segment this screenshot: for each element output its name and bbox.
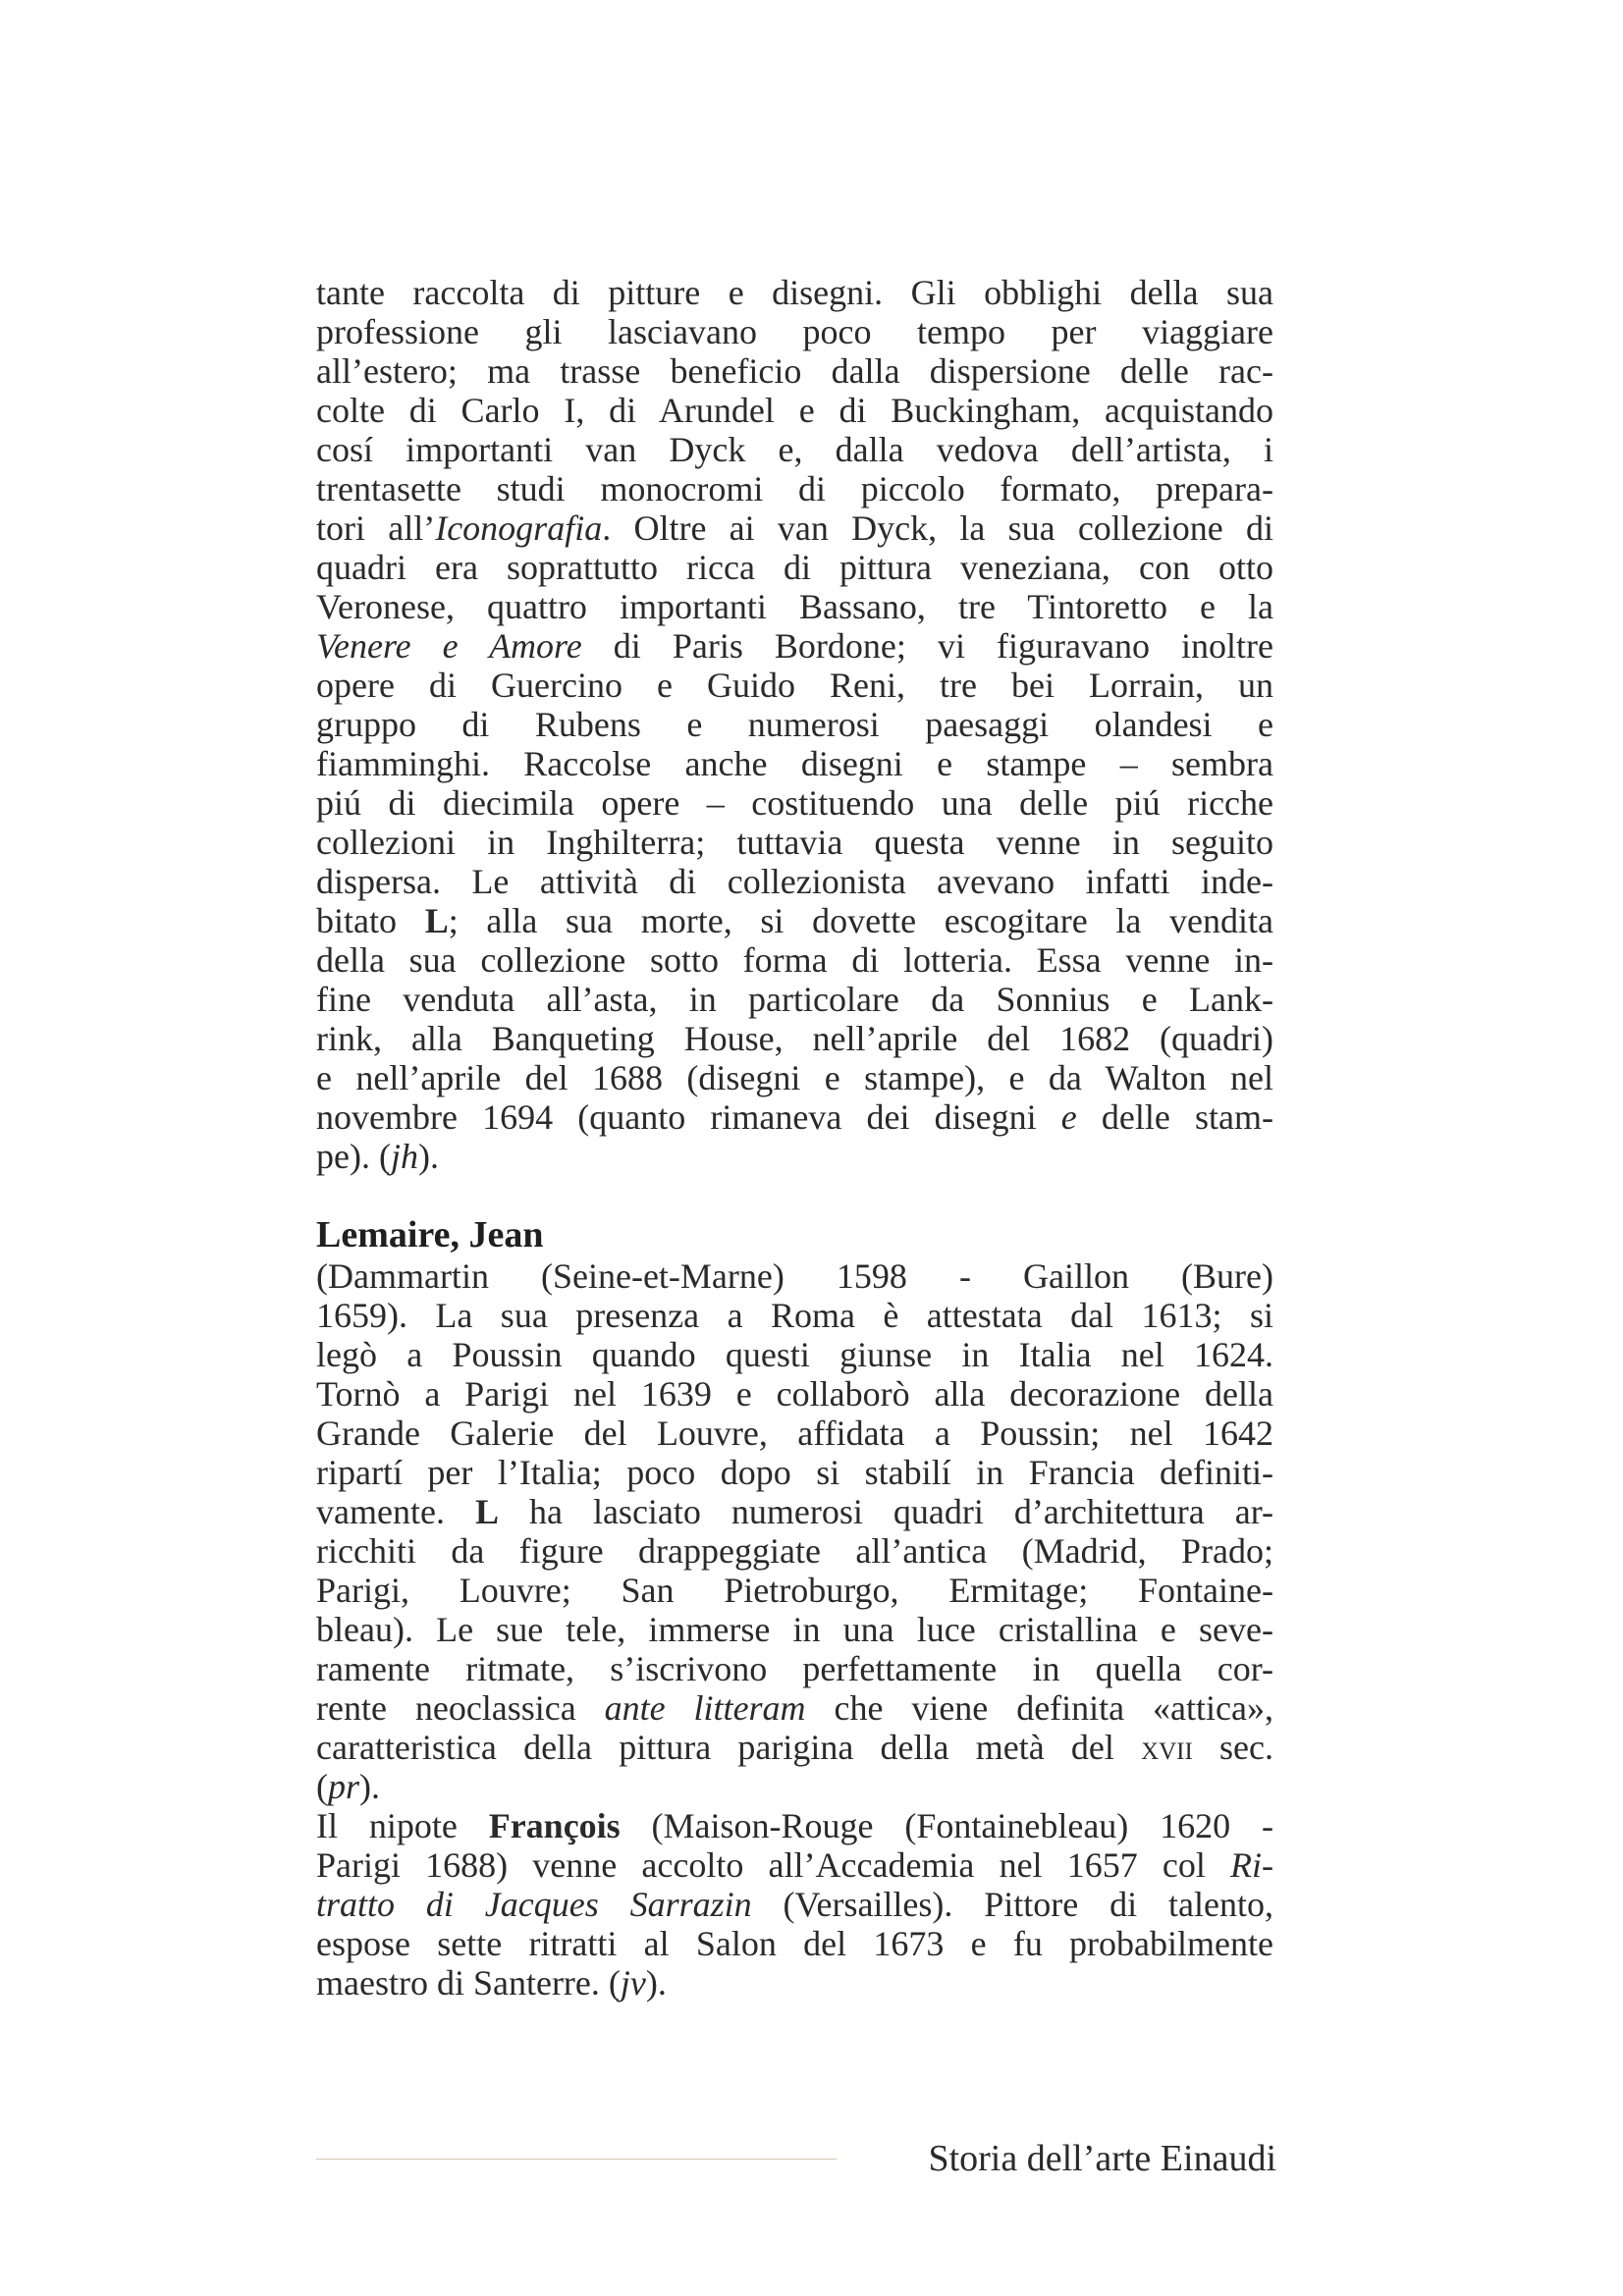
text-line: cosí importanti van Dyck e, dalla vedova dell’artista, i: [316, 430, 1273, 469]
text-line: all’estero; ma trasse beneficio dalla dispersione delle rac-: [316, 351, 1273, 391]
text-run: novembre 1694 (quanto rimaneva dei disegni: [316, 1097, 1061, 1137]
text-run: Il nipote: [316, 1806, 489, 1845]
text-line: rink, alla Banqueting House, nell’aprile del 1682 (quadri): [316, 1019, 1273, 1058]
text-line: [316, 626, 1273, 666]
author-initials: pr: [328, 1767, 360, 1806]
century-small-caps: xvii: [1141, 1728, 1193, 1767]
text-line: fiamminghi. Raccolse anche disegni e stampe – sembra: [316, 744, 1273, 783]
text-run: caratteristica della pittura parigina della metà del: [316, 1728, 1142, 1767]
text-line: colte di Carlo I, di Arundel e di Buckingham, acquistando: [316, 391, 1273, 430]
text-run: (Maison-Rouge (Fontainebleau) 1620 -: [620, 1806, 1273, 1845]
italic-title: tratto di Jacques Sarrazin: [316, 1885, 752, 1924]
text-line: [316, 1728, 1273, 1767]
text-line: fine venduta all’asta, in particolare da Sonnius e Lank-: [316, 980, 1273, 1019]
text-line: ripartí per l’Italia; poco dopo si stabilí in Francia definiti-: [316, 1453, 1273, 1492]
text-line: tante raccolta di pitture e disegni. Gli obblighi della sua: [316, 273, 1273, 312]
italic-phrase: ante litteram: [604, 1688, 806, 1728]
text-run: . Oltre ai van Dyck, la sua collezione di: [602, 508, 1273, 548]
text-run: (Versailles). Pittore di talento,: [751, 1885, 1273, 1924]
text-run: maestro di Santerre. (: [316, 1963, 621, 2002]
italic-title: Iconografia: [435, 508, 603, 548]
text-line: e nell’aprile del 1688 (disegni e stampe), e da Walton nel: [316, 1058, 1273, 1097]
bold-name: François: [488, 1806, 621, 1845]
italic-word: e: [1060, 1097, 1077, 1137]
previous-entry-text: [316, 273, 1273, 1176]
text-line: [316, 1885, 1273, 1924]
text-line: Veronese, quattro importanti Bassano, tre Tintoretto e la: [316, 587, 1273, 626]
text-line: [316, 1963, 1273, 2002]
author-initials: jh: [390, 1137, 418, 1176]
text-line: 1659). La sua presenza a Roma è attestata dal 1613; si: [316, 1296, 1273, 1335]
text-run: ha lasciato numerosi quadri d’architettura ar-: [498, 1492, 1273, 1531]
text-line: professione gli lasciavano poco tempo per viaggiare: [316, 312, 1273, 351]
text-line: [316, 901, 1273, 940]
text-run: che viene definita «attica»,: [805, 1688, 1273, 1728]
text-run: sec.: [1192, 1728, 1273, 1767]
text-run: (: [316, 1767, 328, 1806]
text-line: [316, 1688, 1273, 1728]
text-run: ).: [645, 1963, 667, 2002]
text-line: [316, 1806, 1273, 1845]
text-line: ricchiti da figure drappeggiate all’antica (Madrid, Prado;: [316, 1531, 1273, 1571]
entry-text: [316, 1256, 1273, 2002]
text-line: trentasette studi monocromi di piccolo formato, prepara-: [316, 469, 1273, 508]
footer-rule: [316, 2159, 837, 2160]
text-line: Parigi, Louvre; San Pietroburgo, Ermitage; Fontaine-: [316, 1571, 1273, 1610]
text-line: quadri era soprattutto ricca di pittura veneziana, con otto: [316, 548, 1273, 587]
text-line: bleau). Le sue tele, immerse in una luce cristallina e seve-: [316, 1610, 1273, 1649]
footer-publication-label: Storia dell’arte Einaudi: [928, 2138, 1276, 2179]
text-run: vamente.: [316, 1492, 475, 1531]
text-line: collezioni in Inghilterra; tuttavia questa venne in seguito: [316, 823, 1273, 862]
text-line: (Dammartin (Seine-et-Marne) 1598 - Gaillon (Bure): [316, 1256, 1273, 1296]
text-line: piú di diecimila opere – costituendo una delle piú ricche: [316, 783, 1273, 823]
text-line: Grande Galerie del Louvre, affidata a Poussin; nel 1642: [316, 1414, 1273, 1453]
text-line: espose sette ritratti al Salon del 1673 e fu probabilmente: [316, 1924, 1273, 1963]
text-line: legò a Poussin quando questi giunse in Italia nel 1624.: [316, 1335, 1273, 1374]
text-line: dispersa. Le attività di collezionista avevano infatti inde-: [316, 862, 1273, 901]
text-run: ; alla sua morte, si dovette escogitare la vendita: [448, 901, 1273, 940]
text-line: ramente ritmate, s’iscrivono perfettamente in quella cor-: [316, 1649, 1273, 1688]
text-line: gruppo di Rubens e numerosi paesaggi olandesi e: [316, 705, 1273, 744]
text-line: Tornò a Parigi nel 1639 e collaborò alla decorazione della: [316, 1374, 1273, 1414]
text-line: [316, 508, 1273, 548]
text-line: [316, 1137, 1273, 1176]
text-run: di Paris Bordone; vi figuravano inoltre: [581, 626, 1273, 666]
entry-heading: Lemaire, Jean: [316, 1214, 544, 1255]
bold-initial: L: [474, 1492, 499, 1531]
text-run: delle stam-: [1076, 1097, 1273, 1137]
author-initials: jv: [620, 1963, 646, 2002]
text-run: bitato: [316, 901, 425, 940]
text-line: della sua collezione sotto forma di lotteria. Essa venne in-: [316, 940, 1273, 980]
text-column: [316, 273, 1273, 2002]
text-line: [316, 1845, 1273, 1885]
text-line: [316, 1767, 1273, 1806]
text-run: ).: [417, 1137, 439, 1176]
italic-title: Ri-: [1230, 1845, 1273, 1885]
text-run: Parigi 1688) venne accolto all’Accademia nel 1657 col: [316, 1845, 1231, 1885]
text-line: [316, 1492, 1273, 1531]
text-line: opere di Guercino e Guido Reni, tre bei Lorrain, un: [316, 666, 1273, 705]
bold-initial: L: [424, 901, 449, 940]
text-run: tori all’: [316, 508, 436, 548]
italic-title: Venere e Amore: [316, 626, 582, 666]
text-run: rente neoclassica: [316, 1688, 605, 1728]
text-line: [316, 1097, 1273, 1137]
text-run: pe). (: [316, 1137, 391, 1176]
text-run: ).: [359, 1767, 381, 1806]
